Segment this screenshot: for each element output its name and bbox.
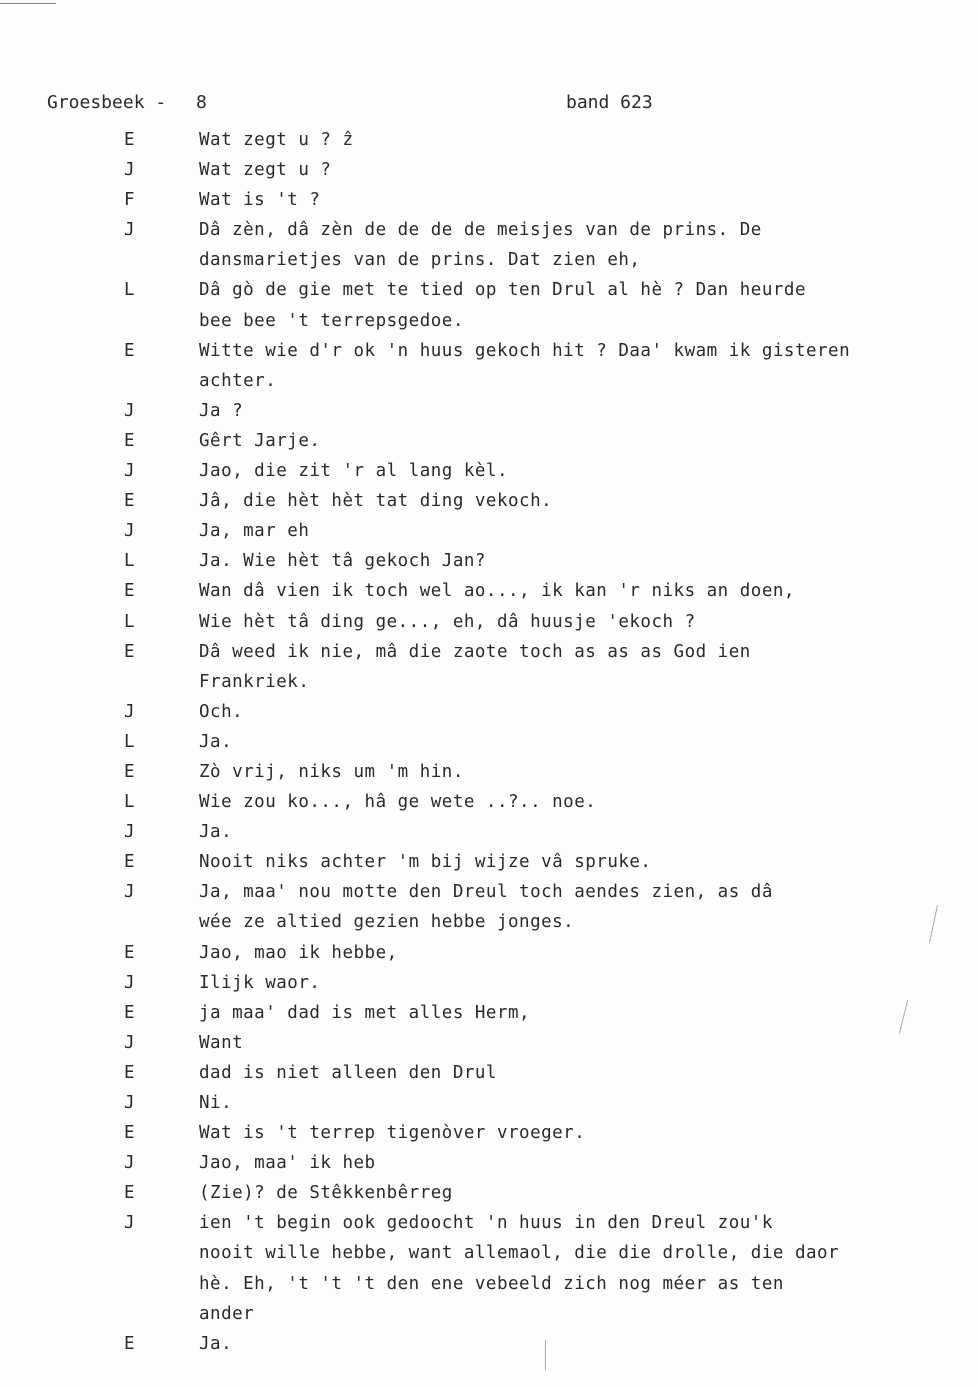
transcript-line <box>0 215 979 245</box>
line-text: Ja ? <box>199 400 244 421</box>
speaker-label: L <box>124 611 135 632</box>
transcript-line <box>0 667 979 697</box>
line-text: Wat is 't terrep tigenòver vroeger. <box>199 1123 586 1144</box>
line-text: Wie hèt tâ ding ge..., eh, dâ huusje 'ekoch ? <box>199 611 696 632</box>
speaker-label: E <box>124 340 135 361</box>
transcript-line <box>0 1088 979 1118</box>
line-text: Ja. <box>199 1333 233 1354</box>
line-text: nooit wille hebbe, want allemaol, die die drolle, die daor <box>199 1243 840 1264</box>
line-text: Ja. Wie hèt tâ gekoch Jan? <box>199 551 486 572</box>
transcript-line <box>0 637 979 667</box>
line-text: (Zie)? de Stêkkenbêrreg <box>199 1183 453 1204</box>
transcript-line <box>0 1329 979 1359</box>
transcript-line <box>0 938 979 968</box>
line-text: Wan dâ vien ik toch wel ao..., ik kan 'r niks an doen, <box>199 581 795 602</box>
line-text: Och. <box>199 701 244 722</box>
line-text: dad is niet alleen den Drul <box>199 1062 497 1083</box>
line-text: Ja. <box>199 731 233 752</box>
speaker-label: E <box>124 1002 135 1023</box>
line-text: Frankriek. <box>199 671 310 692</box>
line-text: Ja. <box>199 822 233 843</box>
line-text: Wat is 't ? <box>199 190 321 211</box>
page-header <box>0 92 979 120</box>
page-number: 8 <box>196 92 207 113</box>
speaker-label: E <box>124 1333 135 1354</box>
line-text: ja maa' dad is met alles Herm, <box>199 1002 531 1023</box>
transcript-line <box>0 125 979 155</box>
line-text: Jao, maa' ik heb <box>199 1153 376 1174</box>
speaker-label: E <box>124 130 135 150</box>
speaker-label: J <box>124 160 135 181</box>
transcript-line <box>0 155 979 185</box>
transcript-line <box>0 1238 979 1268</box>
speaker-label: E <box>124 1183 135 1204</box>
line-text: Ja, maa' nou motte den Dreul toch aendes zien, as dâ <box>199 882 773 903</box>
transcript-line <box>0 1028 979 1058</box>
line-text: ien 't begin ook gedoocht 'n huus in den Dreul zou'k <box>199 1213 773 1234</box>
speaker-label: J <box>124 1032 135 1053</box>
speaker-label: J <box>124 701 135 722</box>
transcript-line <box>0 697 979 727</box>
transcript-line <box>0 1058 979 1088</box>
transcript-line <box>0 366 979 396</box>
transcript-line <box>0 185 979 215</box>
transcript-line <box>0 1178 979 1208</box>
transcript-line <box>0 546 979 576</box>
line-text: bee bee 't terrepsgedoe. <box>199 310 464 331</box>
speaker-label: J <box>124 521 135 542</box>
transcript-line <box>0 1118 979 1148</box>
transcript-line <box>0 877 979 907</box>
speaker-label: L <box>124 280 135 301</box>
line-text: Witte wie d'r ok 'n huus gekoch hit ? Daa' kwam ik gisteren <box>199 340 851 361</box>
transcript-line <box>0 516 979 546</box>
speaker-label: L <box>124 731 135 752</box>
transcript-line <box>0 486 979 516</box>
line-text: Dâ gò de gie met te tied op ten Drul al hè ? Dan heurde <box>199 280 806 301</box>
line-text: Jâ, die hèt hèt tat ding vekoch. <box>199 491 553 512</box>
transcript-line <box>0 787 979 817</box>
speaker-label: E <box>124 641 135 662</box>
transcript-line <box>0 306 979 336</box>
line-text: Wat zegt u ? <box>199 160 332 181</box>
line-text: Dâ weed ik nie, mâ die zaote toch as as as God ien <box>199 641 751 662</box>
speaker-label: E <box>124 491 135 512</box>
line-text: Jao, die zit 'r al lang kèl. <box>199 461 509 482</box>
transcript-line <box>0 396 979 426</box>
transcript-line <box>0 426 979 456</box>
line-text: Zò vrij, niks um 'm hin. <box>199 761 464 782</box>
speaker-label: E <box>124 581 135 602</box>
line-text: Gêrt Jarje. <box>199 430 321 451</box>
line-text: Nooit niks achter 'm bij wijze vâ spruke. <box>199 852 652 873</box>
speaker-label: E <box>124 852 135 873</box>
transcript-line <box>0 1269 979 1299</box>
transcript-line <box>0 817 979 847</box>
speaker-label: J <box>124 882 135 903</box>
speaker-label: E <box>124 761 135 782</box>
speaker-label: J <box>124 461 135 482</box>
transcript-line <box>0 336 979 366</box>
speaker-label: J <box>124 1153 135 1174</box>
speaker-label: J <box>124 822 135 843</box>
transcript-line <box>0 998 979 1028</box>
line-text: hè. Eh, 't 't 't den ene vebeeld zich nog méer as ten <box>199 1273 784 1294</box>
scan-scratch <box>545 1340 546 1370</box>
line-text: achter. <box>199 370 277 391</box>
speaker-label: J <box>124 220 135 241</box>
speaker-label: L <box>124 551 135 572</box>
line-text: Ilijk waor. <box>199 972 321 993</box>
line-text: Ja, mar eh <box>199 521 310 542</box>
speaker-label: J <box>124 1213 135 1234</box>
line-text: wée ze altied gezien hebbe jonges. <box>199 912 575 933</box>
transcript-line <box>0 968 979 998</box>
speaker-label: J <box>124 1093 135 1113</box>
speaker-label: F <box>124 190 135 211</box>
speaker-label: J <box>124 972 135 993</box>
line-text: Wie zou ko..., hâ ge wete ..?.. noe. <box>199 792 597 813</box>
transcript-line <box>0 456 979 486</box>
speaker-label: J <box>124 400 135 421</box>
line-text: Wat zegt u ? ẑ <box>199 130 354 150</box>
transcript-line <box>0 847 979 877</box>
transcript-line <box>0 275 979 305</box>
line-text: Jao, mao ik hebbe, <box>199 942 398 963</box>
speaker-label: L <box>124 792 135 813</box>
transcript-line <box>0 1299 979 1329</box>
transcript-line <box>0 245 979 275</box>
transcript-line <box>0 907 979 937</box>
transcript-line <box>0 757 979 787</box>
transcript-body <box>0 125 979 1359</box>
speaker-label: E <box>124 1062 135 1083</box>
transcript-line <box>0 1148 979 1178</box>
speaker-label: E <box>124 942 135 963</box>
line-text: ander <box>199 1303 255 1324</box>
transcript-line <box>0 727 979 757</box>
location-label: Groesbeek - <box>47 92 167 113</box>
transcript-line <box>0 576 979 606</box>
speaker-label: E <box>124 1123 135 1144</box>
line-text: dansmarietjes van de prins. Dat zien eh, <box>199 250 641 271</box>
corner-mark <box>0 3 56 4</box>
line-text: Ni. <box>199 1093 233 1113</box>
tape-label: band 623 <box>566 92 653 113</box>
line-text: Dâ zèn, dâ zèn de de de de meisjes van de prins. De <box>199 220 762 241</box>
transcript-line <box>0 1208 979 1238</box>
line-text: Want <box>199 1032 244 1053</box>
speaker-label: E <box>124 430 135 451</box>
transcript-line <box>0 607 979 637</box>
